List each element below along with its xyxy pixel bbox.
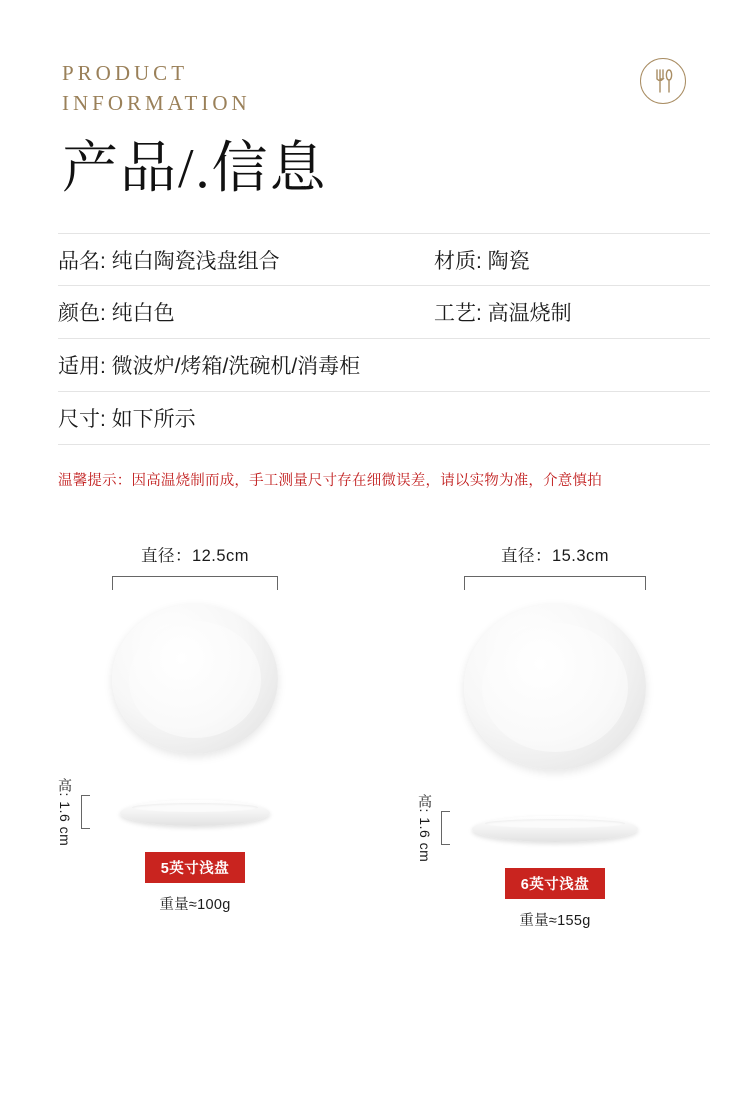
height-label: 高: 1.6 cm [57, 777, 73, 847]
plate-top-view [464, 604, 646, 770]
spec-row [58, 233, 710, 286]
spec-row [58, 339, 710, 392]
fork-spoon-circle-icon [640, 58, 686, 104]
plate-side-view-wrap [57, 777, 329, 847]
diameter-bracket [112, 576, 278, 590]
spec-material: 材质: 陶瓷 [434, 249, 530, 273]
plate-side-view [472, 816, 638, 842]
warm-tip-text: 温馨提示：因高温烧制而成，手工测量尺寸存在细微误差，请以实物为准，介意慎拍 [58, 473, 602, 490]
plate-top-view [112, 604, 278, 754]
height-bracket [81, 795, 90, 829]
spec-table [58, 233, 710, 445]
plate-side-view-wrap [417, 793, 689, 863]
diameter-bracket [464, 576, 646, 590]
figure-6-inch [417, 542, 689, 930]
weight-label: 重量≈155g [519, 913, 591, 930]
spec-row [58, 286, 710, 339]
diameter-label: 直径：12.5cm [140, 547, 250, 566]
height-label: 高: 1.6 cm [417, 793, 433, 863]
spec-row [58, 392, 710, 445]
status-badge: 6英寸浅盘 [505, 868, 606, 899]
height-dimension [415, 794, 450, 862]
spec-usage: 适用: 微波炉/烤箱/洗碗机/消毒柜 [58, 355, 361, 379]
page-title: 产品/.信息 [62, 137, 328, 200]
spec-name: 品名: 纯白陶瓷浅盘组合 [58, 249, 280, 273]
product-figures [0, 542, 750, 930]
spec-color: 颜色: 纯白色 [58, 302, 175, 326]
plate-side-view [120, 800, 270, 826]
eyebrow-line-1: PRODUCT [62, 61, 189, 85]
eyebrow-title [62, 58, 710, 119]
height-dimension [55, 778, 90, 846]
spec-craft: 工艺: 高温烧制 [434, 302, 572, 326]
figure-5-inch [57, 542, 329, 930]
weight-label: 重量≈100g [159, 897, 231, 914]
status-badge: 5英寸浅盘 [145, 852, 246, 883]
eyebrow-line-2: INFORMATION [62, 91, 251, 116]
diameter-label: 直径：15.3cm [500, 547, 610, 566]
spec-size: 尺寸: 如下所示 [58, 408, 196, 432]
height-bracket [441, 811, 450, 845]
page-header [0, 0, 750, 201]
